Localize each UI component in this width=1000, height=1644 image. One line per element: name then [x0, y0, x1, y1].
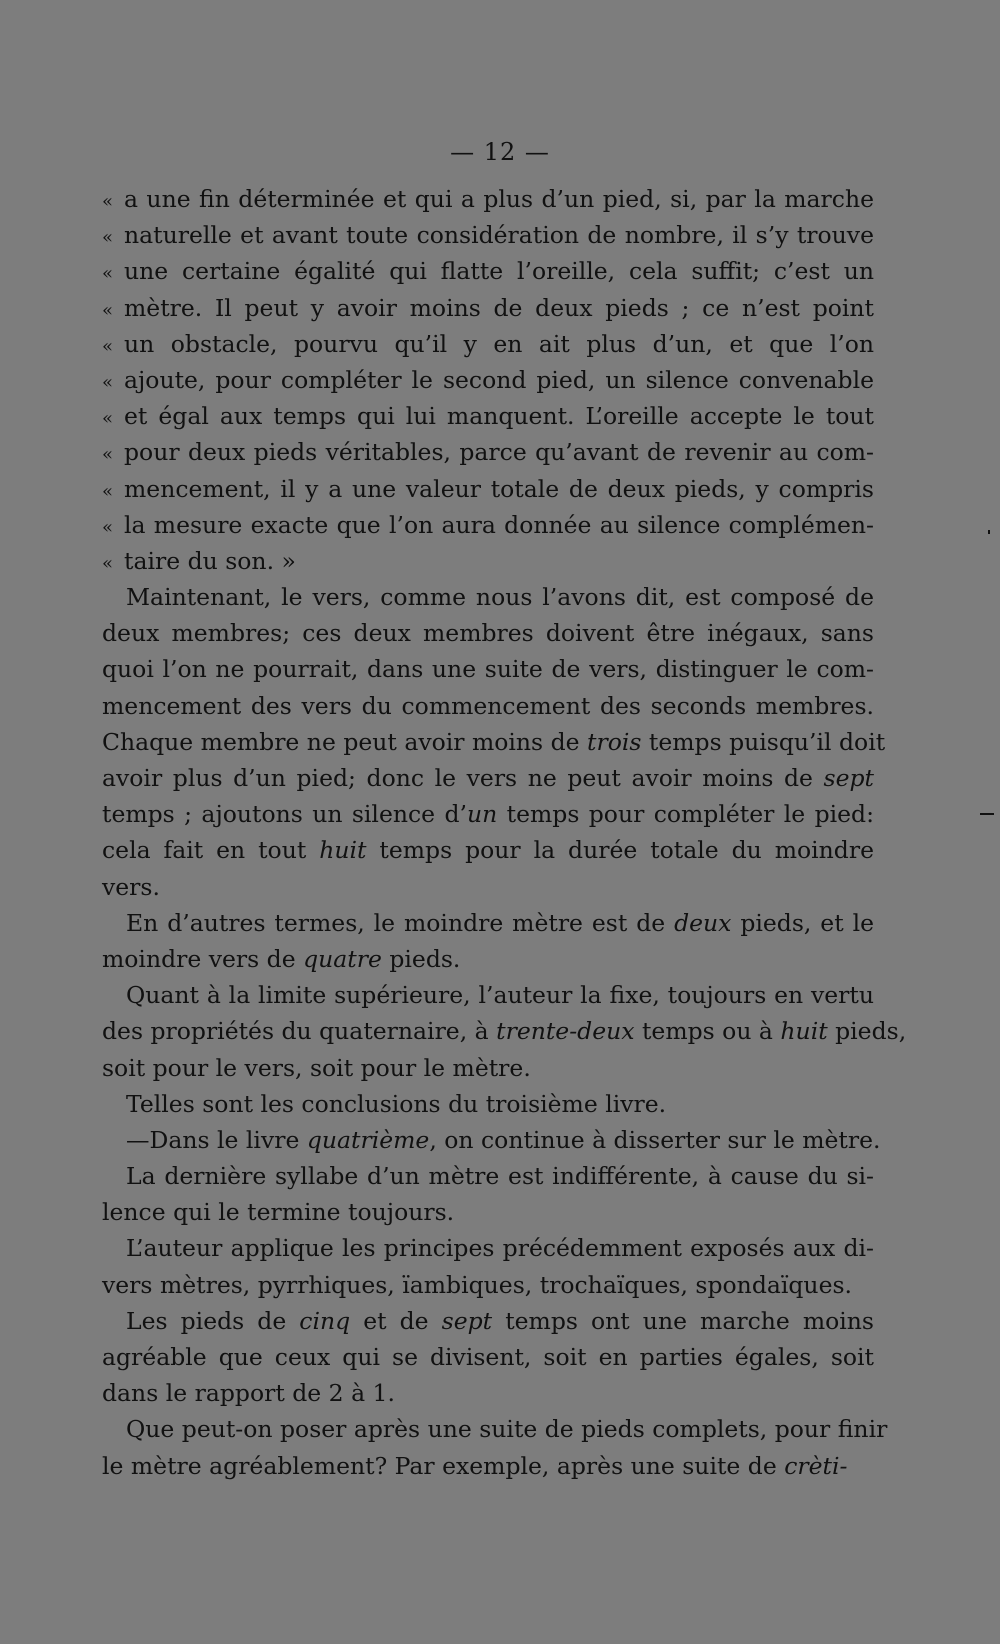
text-run: le mètre agréablement? Par exemple, après une suite de: [102, 1451, 785, 1480]
text-run: temps ou à: [634, 1017, 781, 1046]
text-run: Que peut-on poser après une suite de pieds complets, pour finir: [126, 1415, 888, 1444]
quote-line: [102, 507, 874, 543]
text-line: [102, 1267, 874, 1303]
quote-text: naturelle et avant toute considération de nombre, il s’y trouve: [124, 221, 874, 250]
italic-run: trois: [587, 727, 642, 756]
quote-mark: «: [102, 516, 114, 538]
text-line: [102, 1448, 874, 1484]
quote-mark: «: [102, 408, 114, 430]
quote-text: la mesure exacte que l’on aura donnée au silence complémen-: [124, 510, 874, 539]
quote-text: pour deux pieds véritables, parce qu’avant de revenir au com-: [124, 438, 874, 467]
italic-run: cinq: [299, 1306, 351, 1335]
quote-line: [102, 362, 874, 398]
text-run: temps puisqu’il doit: [641, 727, 886, 756]
text-run: des propriétés du quaternaire, à: [102, 1017, 497, 1046]
quote-mark: «: [102, 191, 114, 212]
quote-text: a une fin déterminée et qui a plus d’un pied, si, par la marche: [124, 185, 874, 213]
text-line: [102, 1303, 874, 1339]
text-line: [102, 615, 874, 651]
text-run: pieds.: [381, 944, 461, 973]
text-line: [102, 1375, 874, 1411]
italic-run: sept: [823, 764, 874, 792]
text-line: [102, 579, 874, 615]
quote-mark: «: [102, 552, 114, 574]
text-line: [102, 869, 874, 905]
italic-run: sept: [441, 1306, 493, 1335]
text-run: temps pour compléter le pied:: [497, 800, 874, 829]
text-line: [102, 796, 874, 832]
quote-mark: «: [102, 227, 114, 249]
text-line: [102, 1086, 874, 1122]
text-line: [102, 760, 874, 796]
text-run: dans le rapport de 2 à 1.: [102, 1379, 395, 1408]
text-run: Les pieds de: [126, 1306, 300, 1335]
quote-text: et égal aux temps qui lui manquent. L’oreille accepte le tout: [124, 402, 874, 431]
text-line: [102, 651, 874, 687]
quote-line: [102, 326, 874, 362]
text-run: deux membres; ces deux membres doivent être inégaux, sans: [102, 619, 874, 648]
text-run: Quant à la limite supérieure, l’auteur la fixe, toujours en vertu: [126, 981, 874, 1010]
text-run: vers.: [102, 872, 160, 901]
quote-mark: «: [102, 299, 114, 321]
quote-line: [102, 434, 874, 470]
paragraph: [102, 1303, 874, 1412]
text-run: avoir plus d’un pied; donc le vers ne peut avoir moins de: [102, 764, 824, 792]
text-run: En d’autres termes, le moindre mètre est de: [126, 908, 675, 937]
quote-text: un obstacle, pourvu qu’il y en ait plus d’un, et que l’on: [124, 329, 874, 358]
italic-run: trente-deux: [496, 1017, 635, 1046]
paragraph: [102, 1230, 874, 1302]
text-run: quoi l’on ne pourrait, dans une suite de vers, distinguer le com-: [102, 655, 874, 684]
quote-mark: «: [102, 480, 114, 502]
text-run: temps ont une marche moins: [492, 1306, 874, 1335]
italic-run: crèti-: [784, 1451, 848, 1480]
text-run: moindre vers de: [102, 944, 304, 973]
text-line: [102, 977, 874, 1013]
paragraph: [102, 1086, 874, 1122]
italic-run: deux: [674, 908, 732, 937]
text-line: [102, 1122, 881, 1158]
quote-text: mencement, il y a une valeur totale de deux pieds, y compris: [124, 474, 874, 503]
text-run: et de: [350, 1306, 442, 1335]
text-run: vers mètres, pyrrhiques, ïambiques, trochaïques, spondaïques.: [102, 1270, 853, 1299]
quote-line: [102, 253, 874, 289]
text-line: [102, 905, 874, 941]
text-run: agréable que ceux qui se divisent, soit en parties égales, soit: [102, 1343, 874, 1371]
quote-text: une certaine égalité qui flatte l’oreille, cela suffit; c’est un: [124, 257, 874, 286]
quote-text: mètre. Il peut y avoir moins de deux pieds ; ce n’est point: [124, 293, 874, 322]
quote-mark: «: [102, 335, 114, 357]
text-line: [102, 1194, 874, 1230]
paragraph: [102, 1411, 888, 1483]
quote-mark: «: [102, 444, 114, 466]
text-run: L’auteur applique les principes précédemment exposés aux di-: [126, 1234, 874, 1263]
text-line: [102, 832, 874, 868]
text-run: temps ; ajoutons un silence d’: [102, 800, 467, 829]
text-run: —Dans le livre: [126, 1125, 307, 1154]
text-line: [102, 1013, 907, 1049]
text-run: soit pour le vers, soit pour le mètre.: [102, 1053, 531, 1082]
text-line: [102, 1050, 874, 1086]
paragraph: [102, 579, 886, 905]
quote-line: [102, 543, 874, 579]
quote-text: taire du son. »: [124, 546, 296, 575]
text-line: [102, 688, 874, 724]
paragraph: [102, 1122, 881, 1158]
text-line: [102, 724, 886, 760]
page-number: — 12 —: [450, 138, 550, 166]
text-line: [102, 1411, 888, 1447]
text-run: La dernière syllabe d’un mètre est indifférente, à cause du si-: [126, 1162, 874, 1191]
quote-text: ajoute, pour compléter le second pied, un silence convenable: [124, 365, 874, 394]
quote-line: [102, 217, 874, 253]
scan-mark: [980, 813, 994, 815]
quote-line: [102, 181, 874, 217]
quote-line: [102, 290, 874, 326]
quote-mark: «: [102, 263, 114, 285]
body-text: [102, 579, 907, 1484]
paragraph: [102, 905, 874, 977]
quote-line: [102, 398, 874, 434]
italic-run: quatrième: [306, 1125, 430, 1154]
italic-run: quatre: [303, 944, 382, 973]
text-line: [102, 1230, 874, 1266]
italic-run: huit: [780, 1017, 828, 1046]
quote-mark: «: [102, 371, 114, 393]
quotation-block: [102, 181, 874, 579]
text-column: [102, 181, 907, 1484]
text-run: Telles sont les conclusions du troisième livre.: [126, 1089, 667, 1118]
text-run: pieds, et le: [731, 908, 874, 937]
italic-run: un: [466, 800, 498, 829]
text-run: pieds,: [827, 1017, 907, 1046]
paragraph: [102, 977, 907, 1086]
text-run: mencement des vers du commencement des seconds membres.: [102, 691, 874, 720]
text-line: [102, 1158, 874, 1194]
italic-run: huit: [319, 836, 367, 865]
paragraph: [102, 1158, 874, 1230]
text-run: cela fait en tout: [102, 836, 320, 865]
text-run: Chaque membre ne peut avoir moins de: [102, 727, 588, 756]
text-line: [102, 1339, 874, 1375]
quote-line: [102, 471, 874, 507]
scan-mark: [988, 530, 990, 534]
text-run: temps pour la durée totale du moindre: [366, 836, 874, 865]
text-run: , on continue à disserter sur le mètre.: [429, 1125, 881, 1154]
text-run: lence qui le termine toujours.: [102, 1198, 455, 1227]
text-run: Maintenant, le vers, comme nous l’avons dit, est composé de: [126, 583, 874, 612]
text-line: [102, 941, 874, 977]
